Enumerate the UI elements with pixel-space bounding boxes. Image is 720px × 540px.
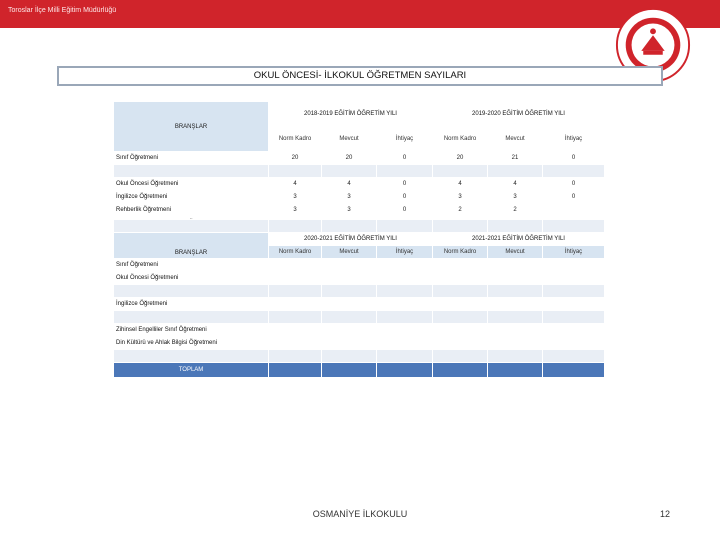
- column-header: Norm Kadro: [433, 246, 488, 259]
- page-number: 12: [660, 509, 671, 519]
- branch-cell: İngilizce Öğretmeni: [114, 298, 269, 311]
- column-header: Norm Kadro: [269, 246, 322, 259]
- branch-cell: Sınıf Öğretmeni: [114, 152, 269, 165]
- spacer-row: [114, 350, 605, 363]
- page-title: OKUL ÖNCESİ- İLKOKUL ÖĞRETMEN SAYILARI: [57, 66, 663, 86]
- branch-cell: Sınıf Öğretmeni: [114, 259, 269, 272]
- value-cell: 0: [377, 204, 433, 217]
- value-cell: 20: [433, 152, 488, 165]
- school-name: OSMANİYE İLKOKULU: [312, 509, 408, 519]
- branch-header: BRANŞLAR: [114, 102, 269, 152]
- table-row: [114, 298, 605, 311]
- value-cell: 0: [377, 178, 433, 191]
- year-header: 2020-2021 EĞİTİM ÖĞRETİM YILI: [269, 233, 433, 246]
- column-header: İhtiyaç: [543, 127, 605, 152]
- column-header: Norm Kadro: [433, 127, 488, 152]
- teacher-table-1: [113, 101, 605, 230]
- table-row: [114, 259, 605, 272]
- column-header: Mevcut: [488, 127, 543, 152]
- column-header: İhtiyaç: [377, 127, 433, 152]
- value-cell: 0: [543, 152, 605, 165]
- branch-cell: Okul Öncesi Öğretmeni: [114, 272, 269, 285]
- branch-cell: Okul Öncesi Öğretmeni: [114, 178, 269, 191]
- column-header: Norm Kadro: [269, 127, 322, 152]
- branch-cell: Din Kültürü ve Ahlak Bilgisi Öğretmeni: [114, 337, 269, 350]
- column-header: Mevcut: [488, 246, 543, 259]
- header-title: Toroslar İlçe Milli Eğitim Müdürlüğü: [8, 7, 117, 14]
- table-row: [114, 204, 605, 217]
- value-cell: 3: [269, 204, 322, 217]
- value-cell: 2: [433, 204, 488, 217]
- column-header: Mevcut: [322, 127, 377, 152]
- value-cell: 3: [322, 191, 377, 204]
- table-row: [114, 272, 605, 285]
- table-row: [114, 152, 605, 165]
- year-header: 2018-2019 EĞİTİM ÖĞRETİM YILI: [269, 102, 433, 127]
- value-cell: 20: [269, 152, 322, 165]
- total-row: [114, 363, 605, 378]
- value-cell: 0: [543, 178, 605, 191]
- value-cell: 21: [488, 152, 543, 165]
- column-header: İhtiyaç: [377, 246, 433, 259]
- value-cell: 4: [269, 178, 322, 191]
- branch-cell: Zihinsel Engelliler Sınıf Öğretmeni: [114, 324, 269, 337]
- total-label: TOPLAM: [114, 363, 269, 378]
- year-header: 2019-2020 EĞİTİM ÖĞRETİM YILI: [433, 102, 605, 127]
- value-cell: 0: [543, 191, 605, 204]
- value-cell: 4: [322, 178, 377, 191]
- table-row: [114, 178, 605, 191]
- branch-cell: Rehberlik Öğretmeni: [114, 204, 269, 217]
- value-cell: 3: [488, 191, 543, 204]
- value-cell: 20: [322, 152, 377, 165]
- spacer-row: [114, 165, 605, 178]
- value-cell: 2: [488, 204, 543, 217]
- value-cell: 3: [322, 204, 377, 217]
- column-header: Mevcut: [322, 246, 377, 259]
- table-row: [114, 337, 605, 350]
- value-cell: [543, 204, 605, 217]
- branch-cell: İngilizce Öğretmeni: [114, 191, 269, 204]
- header-bar: [0, 0, 720, 28]
- teacher-table-2: [113, 219, 605, 378]
- value-cell: 0: [377, 152, 433, 165]
- branch-header: BRANŞLAR: [114, 233, 269, 259]
- year-header: 2021-2021 EĞİTİM ÖĞRETİM YILI: [433, 233, 605, 246]
- value-cell: 4: [433, 178, 488, 191]
- spacer-row: [114, 311, 605, 324]
- table-row: [114, 324, 605, 337]
- value-cell: 4: [488, 178, 543, 191]
- column-header: İhtiyaç: [543, 246, 605, 259]
- spacer-row: [114, 285, 605, 298]
- value-cell: 3: [269, 191, 322, 204]
- value-cell: 3: [433, 191, 488, 204]
- spacer-row: [114, 220, 605, 233]
- value-cell: 0: [377, 191, 433, 204]
- table-row: [114, 191, 605, 204]
